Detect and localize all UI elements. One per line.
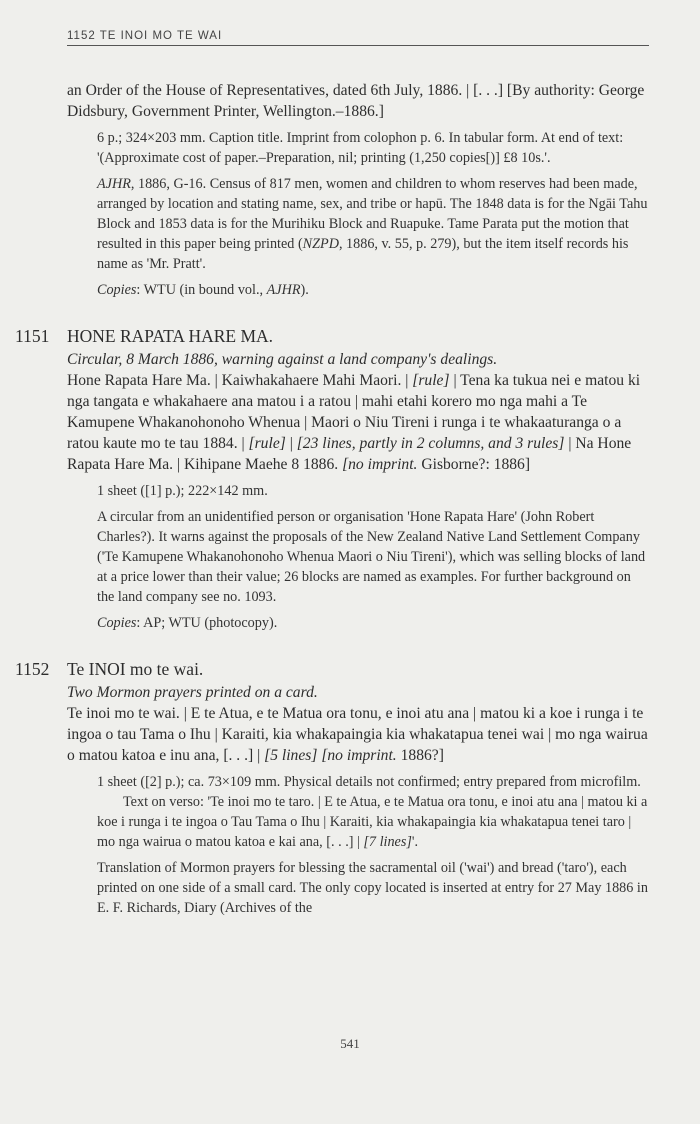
journal-ref: AJHR: [266, 282, 301, 298]
verso-body: Text on verso: 'Te inoi mo te taro. | E te Atua, e te Matua ora tonu, e inoi atu ana | matou ki a koe i runga i te ingoa o Tau Tama o Ihu | Karaiti, kia whakapaingia kia whakatapua tenei taro | mo nga wairua o matou katoa e kai ana, [. . .] |: [97, 794, 648, 850]
body-text: | Tena ka tukua nei e matou ki nga tangata e whakahaere ana matou i a ratou | mahi etahi korero mo nga mahi a Te Kamupene Whakanohonoho Whenua | Maori o Niu Tireni i runga i te whakaaturanga o a ratou kaute mo te tau 1884. |: [67, 372, 641, 452]
body-text: Te inoi mo te wai. | E te Atua, e te Matua ora tonu, e inoi atu ana | matou ki a koe i runga i te ingoa o tau Tama o Ihu | Karaiti, kia whakapaingia kia whakatapua tenei wai | mo nga wairua o matou katoa e inu ana, [. . .] |: [67, 705, 648, 764]
journal-ref: AJHR: [97, 176, 131, 192]
entry-note: A circular from an unidentified person or organisation 'Hone Rapata Hare' (John Robert Charles?). It warns against the proposals of the New Zealand Native Land Settlement Company ('Te Kamupene Whakanohonoho Whenua Maori o Niu Tireni'), which was selling blocks of land at a price lower than their value; 26 blocks are named as examples. For further background on the land company see no. 1093.: [97, 509, 646, 605]
note-text: , 1886, v. 55, p. 279), but the item itself records his name as 'Mr. Pratt'.: [97, 236, 629, 272]
body-text: | Na Hone Rapata Hare Ma. | Kihipane Maehe 8 1886.: [67, 435, 632, 473]
entry-subtitle: Two Mormon prayers printed on a card.: [67, 684, 318, 701]
entry-body: [67, 703, 650, 766]
lines-note: [7 lines]: [363, 834, 412, 850]
lines-note: [5 lines]: [264, 747, 318, 764]
verso-text: [97, 792, 650, 852]
copies-label: Copies: [97, 282, 137, 298]
body-text: Hone Rapata Hare Ma. | Kaiwhakahaere Mahi Maori. |: [67, 372, 413, 389]
copies-label: Copies: [97, 615, 137, 631]
copies-text: : WTU (in bound vol.,: [136, 282, 267, 298]
entry-title: HONE RAPATA HARE MA.: [67, 326, 274, 346]
entry-number: 1152: [15, 659, 50, 679]
entry-1151: [15, 326, 650, 633]
continued-entry-text: an Order of the House of Representatives, dated 6th July, 1886. | [. . .] [By authority: George Didsbury, Government Printer, Wellington.–1886.]: [67, 82, 645, 120]
copies-text: : AP; WTU (photocopy).: [136, 615, 278, 631]
lines-note: [23 lines, partly in 2 columns, and 3 rules]: [296, 435, 565, 452]
page-number: 541: [340, 1036, 360, 1051]
entry-1152: [15, 659, 650, 918]
entry-note: Translation of Mormon prayers for blessing the sacramental oil ('wai') and bread ('taro'), each printed on one side of a small card. The only copy located is inserted at entry for 27 May 1886 in E. F. Richards, Diary (Archives of the: [97, 860, 648, 916]
entry-number: 1151: [15, 326, 50, 346]
rule-marker: [rule]: [412, 372, 450, 389]
copies: [97, 613, 650, 633]
page-content: [15, 80, 650, 918]
physical-description: 1 sheet ([1] p.); 222×142 mm.: [97, 483, 268, 499]
body-text: Gisborne?: 1886]: [417, 456, 531, 473]
no-imprint: [no imprint.: [342, 456, 418, 473]
verso-end: '.: [411, 834, 418, 850]
running-head: 1152 TE INOI MO TE WAI: [67, 30, 649, 46]
journal-ref: NZPD: [302, 236, 339, 252]
body-text: |: [285, 435, 297, 452]
entry-subtitle: Circular, 8 March 1886, warning against a land company's dealings.: [67, 351, 498, 368]
body-text: 1886?]: [396, 747, 444, 764]
no-imprint: [no imprint.: [317, 747, 397, 764]
note-text: , 1886, G-16. Census of 817 men, women and children to whom reserves had been made, arranged by location and stating name, sex, and tribe or hapū. The 1848 data is for the Ngāi Tahu Block and 1853 data is for the Murihiku Block and Ruapuke. Tame Parata put the motion that resulted in this paper being printed (: [97, 176, 648, 252]
continued-note: [97, 174, 650, 274]
continued-copies: [97, 280, 650, 300]
continued-physical-description: 6 p.; 324×203 mm. Caption title. Imprint from colophon p. 6. In tabular form. At end of text: '(Approximate cost of paper.–Preparation, nil; printing (1,250 copies[)] £8 10s.'.: [97, 130, 624, 166]
entry-title: Te INOI mo te wai.: [67, 659, 204, 679]
rule-marker: [rule]: [248, 435, 286, 452]
copies-end: ).: [300, 282, 309, 298]
physical-description: 1 sheet ([2] p.); ca. 73×109 mm. Physical details not confirmed; entry prepared from microfilm.: [97, 774, 641, 790]
entry-body: [67, 370, 650, 475]
